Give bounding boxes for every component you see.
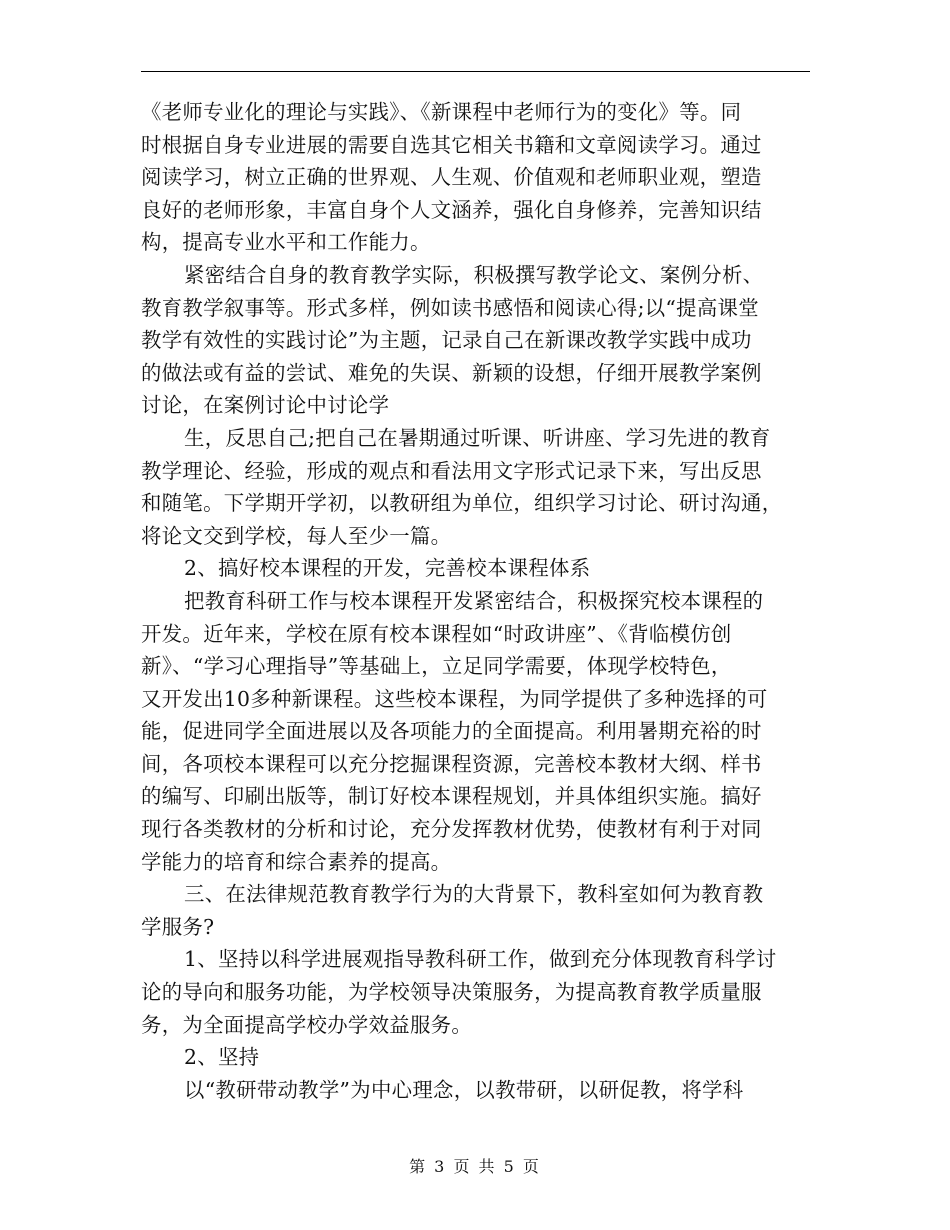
section-heading-school-curriculum	[141, 552, 810, 585]
text-line: 教育教学叙事等。形式多样，例如读书感悟和阅读心得;以“提高课堂	[141, 295, 759, 320]
text-line: 构，提高专业水平和工作能力。	[141, 230, 431, 255]
text-line: 学服务?	[141, 914, 215, 939]
text-line: 新》、“学习心理指导”等基础上，立足同学需要，体现学校特色，	[141, 654, 732, 679]
text-line: 的编写、印刷出版等，制订好校本课程规划，并具体组织实施。搞好	[141, 784, 762, 809]
text-line: 又开发出10多种新课程。这些校本课程，为同学提供了多种选择的可	[141, 686, 768, 711]
text-line: 生，反思自己;把自己在暑期通过听课、听讲座、学习先进的教育	[184, 425, 771, 450]
text-line: 开发。近年来，学校在原有校本课程如“时政讲座”、《背临模仿创	[141, 621, 732, 646]
text-line: 能，促进同学全面进展以及各项能力的全面提高。利用暑期充裕的时	[141, 719, 762, 744]
text-line: 教学有效性的实践讨论”为主题，记录自己在新课改教学实践中成功	[141, 328, 752, 353]
paragraph-school-curriculum	[141, 585, 810, 878]
text-line: 现行各类教材的分析和讨论，充分发挥教材优势，使教材有利于对同	[141, 817, 762, 842]
document-body	[141, 96, 810, 1106]
text-line: 以“教研带动教学”为中心理念，以教带研，以研促教，将学科	[184, 1077, 744, 1102]
text-line: 良好的老师形象，丰富自身个人文涵养，强化自身修养，完善知识结	[141, 197, 762, 222]
text-line: 《老师专业化的理论与实践》、《新课程中老师行为的变化》等。同	[141, 100, 742, 124]
text-line: 务，为全面提高学校办学效益服务。	[141, 1012, 473, 1037]
paragraph-reading-study	[141, 96, 810, 259]
text-line: 2、搞好校本课程的开发，完善校本课程体系	[184, 556, 591, 581]
text-line: 三、在法律规范教育教学行为的大背景下，教科室如何为教育教	[184, 882, 764, 907]
paragraph-reflection	[141, 422, 810, 552]
section-heading-three	[141, 878, 810, 943]
text-line: 时根据自身专业进展的需要自选其它相关书籍和文章阅读学习。通过	[141, 132, 762, 157]
header-rule	[141, 71, 810, 72]
text-line: 讨论，在案例讨论中讨论学	[141, 393, 390, 418]
text-line: 论的导向和服务功能，为学校领导决策服务，为提高教育教学质量服	[141, 980, 762, 1005]
text-line: 将论文交到学校，每人至少一篇。	[141, 523, 452, 548]
page-number-footer: 第 3 页 共 5 页	[409, 1157, 541, 1176]
text-line: 间，各项校本课程可以充分挖掘课程资源，完善校本教材大纲、样书	[141, 751, 762, 776]
text-line: 教学理论、经验，形成的观点和看法用文字形式记录下来，写出反思	[141, 458, 762, 483]
text-line: 2、坚持	[184, 1045, 260, 1070]
paragraph-writing-papers	[141, 259, 810, 422]
text-line: 学能力的培育和综合素养的提高。	[141, 849, 452, 874]
text-line: 紧密结合自身的教育教学实际，积极撰写教学论文、案例分析、	[184, 262, 764, 287]
paragraph-point-one	[141, 943, 810, 1041]
paragraph-point-two	[141, 1041, 810, 1074]
paragraph-point-two-continued	[141, 1074, 810, 1107]
text-line: 把教育科研工作与校本课程开发紧密结合，积极探究校本课程的	[184, 588, 764, 613]
text-line: 阅读学习，树立正确的世界观、人生观、价值观和老师职业观，塑造	[141, 165, 762, 190]
text-line: 1、坚持以科学进展观指导教科研工作，做到充分体现教育科学讨	[184, 947, 777, 972]
text-line: 和随笔。下学期开学初，以教研组为单位，组织学习讨论、研讨沟通，	[141, 491, 783, 516]
text-line: 的做法或有益的尝试、难免的失误、新颖的设想，仔细开展教学案例	[141, 360, 762, 385]
